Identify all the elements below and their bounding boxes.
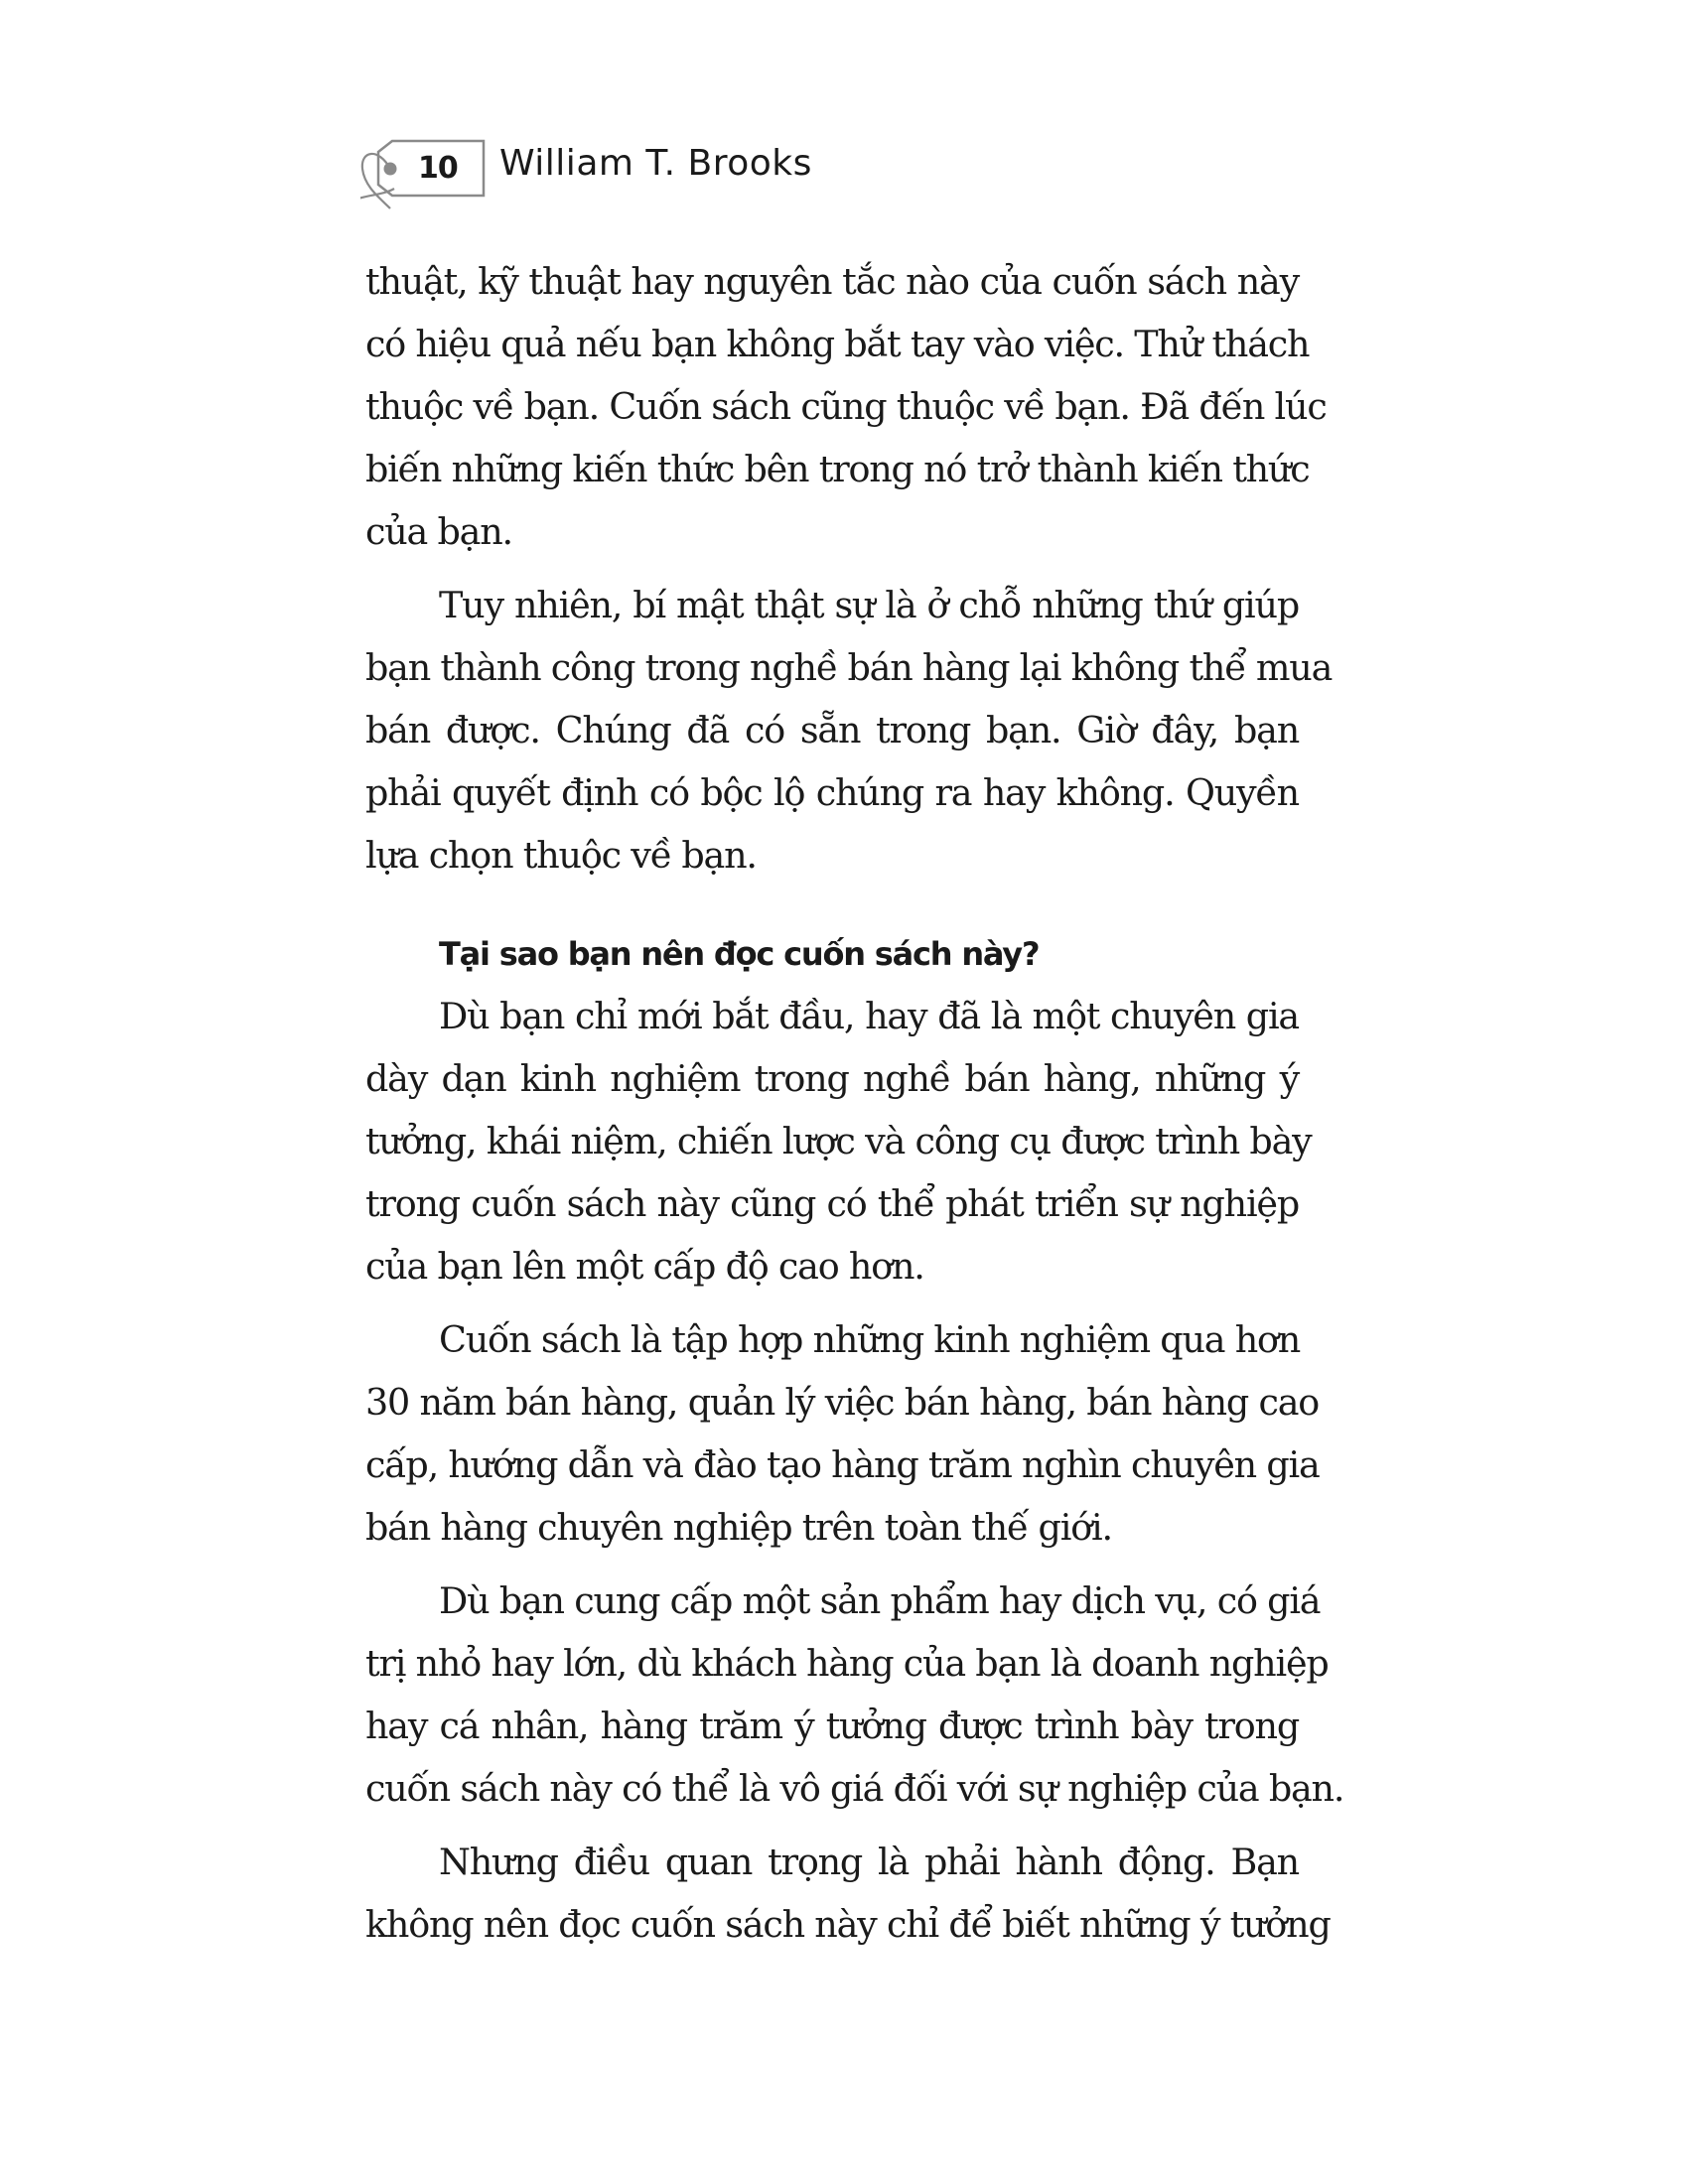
section-heading: Tại sao bạn nên đọc cuốn sách này?: [439, 935, 1040, 973]
paragraph: [365, 574, 1333, 887]
paragraph: [365, 1831, 1331, 1956]
text-line: thuộc về bạn. Cuốn sách cũng thuộc về bạn. Đã đến lúc: [365, 385, 1327, 428]
text-line: biến những kiến thức bên trong nó trở thành kiến thức: [365, 448, 1310, 490]
text-line: Dù bạn cung cấp một sản phẩm hay dịch vụ, có giá: [439, 1579, 1321, 1622]
text-line: có hiệu quả nếu bạn không bắt tay vào việc. Thử thách: [365, 323, 1310, 365]
text-line: dày dạn kinh nghiệm trong nghề bán hàng, những ý: [365, 1057, 1299, 1100]
text-line: Dù bạn chỉ mới bắt đầu, hay đã là một chuyên gia: [439, 995, 1299, 1037]
paragraph: [365, 985, 1312, 1297]
text-line: bán được. Chúng đã có sẵn trong bạn. Giờ đây, bạn: [365, 709, 1299, 751]
text-line: bán hàng chuyên nghiệp trên toàn thế giới.: [365, 1506, 1112, 1549]
text-line: không nên đọc cuốn sách này chỉ để biết những ý tưởng: [365, 1903, 1331, 1946]
paragraph: [365, 250, 1327, 563]
page-number-tag: [360, 139, 490, 208]
text-line: tưởng, khái niệm, chiến lược và công cụ được trình bày: [365, 1120, 1312, 1162]
running-header: [360, 139, 1155, 208]
text-line: 30 năm bán hàng, quản lý việc bán hàng, bán hàng cao: [365, 1381, 1320, 1424]
text-line: của bạn.: [365, 510, 512, 553]
text-line: cuốn sách này có thể là vô giá đối với sự nghiệp của bạn.: [365, 1767, 1344, 1810]
paragraph: [365, 1570, 1344, 1820]
text-line: hay cá nhân, hàng trăm ý tưởng được trình bày trong: [365, 1705, 1299, 1747]
paragraph: [365, 1308, 1320, 1559]
text-line: thuật, kỹ thuật hay nguyên tắc nào của cuốn sách này: [365, 260, 1299, 303]
text-line: phải quyết định có bộc lộ chúng ra hay không. Quyền: [365, 771, 1299, 814]
text-line: Cuốn sách là tập hợp những kinh nghiệm qua hơn: [439, 1318, 1301, 1361]
text-line: cấp, hướng dẫn và đào tạo hàng trăm nghìn chuyên gia: [365, 1443, 1320, 1486]
page-number: 10: [418, 151, 458, 186]
text-line: của bạn lên một cấp độ cao hơn.: [365, 1245, 924, 1288]
text-line: bạn thành công trong nghề bán hàng lại không thể mua: [365, 646, 1333, 689]
text-line: trị nhỏ hay lớn, dù khách hàng của bạn là doanh nghiệp: [365, 1642, 1329, 1685]
text-line: lựa chọn thuộc về bạn.: [365, 834, 757, 877]
page-body: [365, 250, 1344, 1956]
author-name: William T. Brooks: [499, 143, 812, 184]
text-line: trong cuốn sách này cũng có thể phát triển sự nghiệp: [365, 1182, 1299, 1225]
text-line: Nhưng điều quan trọng là phải hành động. Bạn: [439, 1841, 1299, 1883]
text-line: Tuy nhiên, bí mật thật sự là ở chỗ những thứ giúp: [439, 584, 1299, 626]
